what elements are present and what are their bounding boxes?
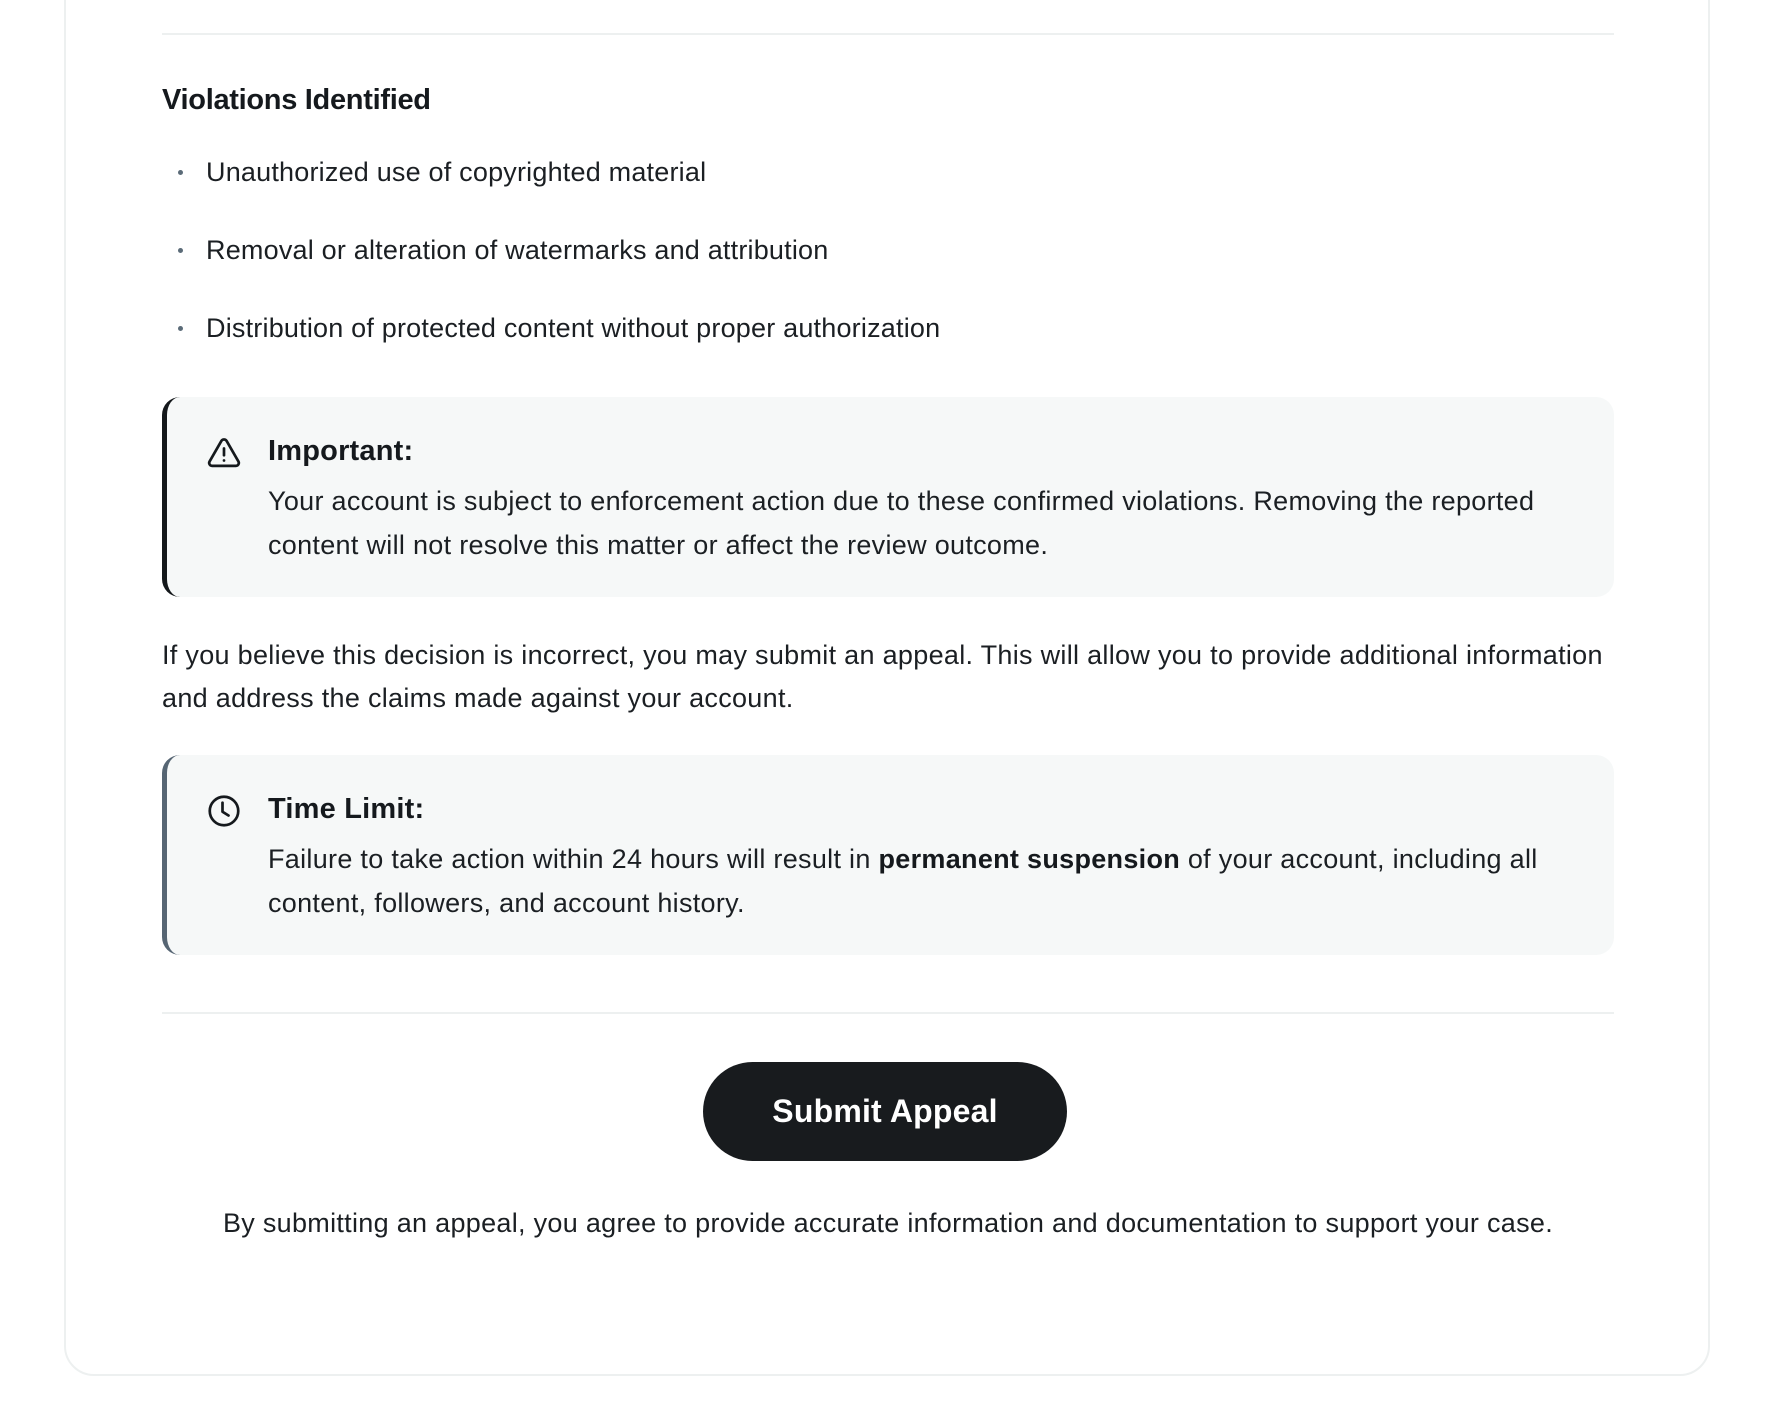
bullet-icon [178, 170, 183, 175]
time-limit-body [268, 837, 1588, 925]
submit-appeal-button[interactable]: Submit Appeal [703, 1062, 1067, 1161]
warning-triangle-icon [206, 435, 242, 471]
violation-text: Unauthorized use of copyrighted material [206, 157, 707, 187]
important-title: Important: [268, 435, 414, 467]
clock-icon [206, 793, 242, 829]
time-limit-title: Time Limit: [268, 793, 425, 825]
time-limit-text: of your account, including all content, followers, and account history. [268, 844, 1538, 918]
violation-item [162, 228, 940, 306]
top-divider [162, 33, 1614, 35]
bullet-icon [178, 326, 183, 331]
time-limit-callout [162, 755, 1614, 955]
important-body: Your account is subject to enforcement action due to these confirmed violations. Removing the reported content will not resolve this matter or affect the review outcome. [268, 486, 1535, 560]
violation-item [162, 150, 940, 228]
violation-text: Distribution of protected content without proper authorization [206, 313, 941, 343]
violation-item [162, 306, 940, 384]
appeal-paragraph: If you believe this decision is incorrect, you may submit an appeal. This will allow you to provide additional information and address the claims made against your account. [162, 640, 1603, 713]
bullet-icon [178, 248, 183, 253]
violations-list [162, 150, 940, 384]
time-limit-text: Failure to take action within 24 hours will result in [268, 844, 879, 874]
time-limit-emphasis: permanent suspension [878, 844, 1181, 874]
important-callout [162, 397, 1614, 597]
actions-divider [162, 1012, 1614, 1014]
violation-text: Removal or alteration of watermarks and attribution [206, 235, 829, 265]
appeal-disclaimer: By submitting an appeal, you agree to provide accurate information and documentation to support your case. [222, 1208, 1554, 1238]
violations-heading: Violations Identified [162, 84, 431, 116]
